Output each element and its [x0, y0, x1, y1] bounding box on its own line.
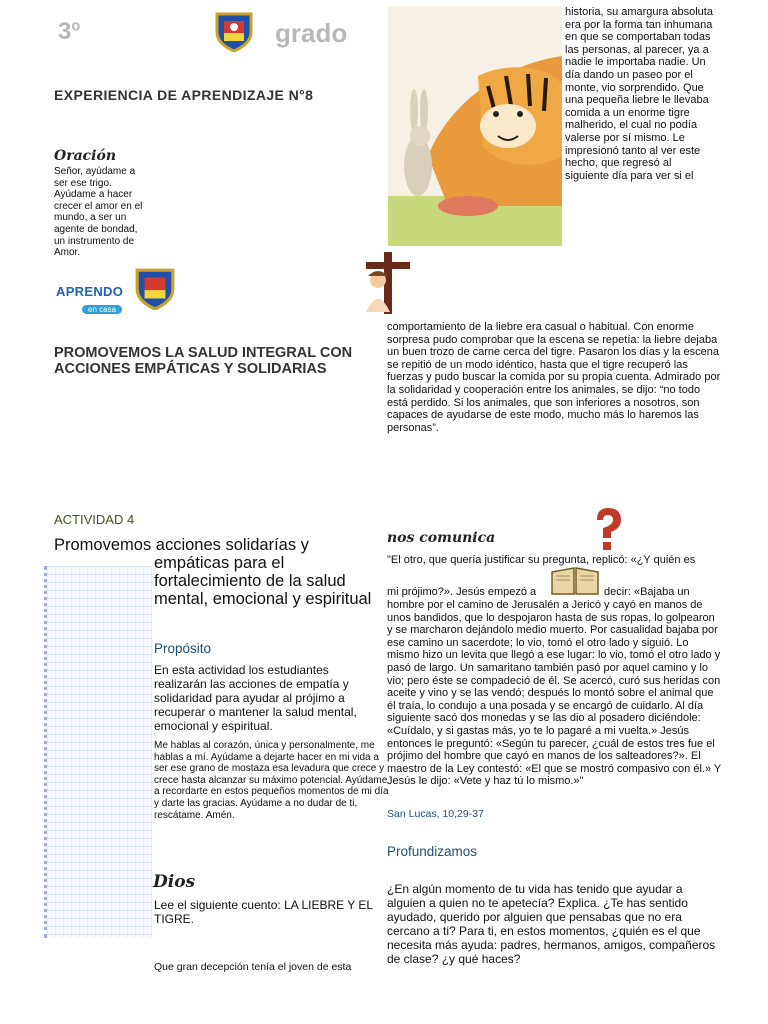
- communicates-heading: nos comunica: [387, 530, 496, 546]
- story-start: Que gran decepción tenía el joven de esta: [154, 961, 352, 973]
- school-crest-small-icon: [133, 266, 177, 310]
- gospel-text-rest: hombre por el camino de Jerusalén a Jericó y cayó en manos de unos bandidos, que lo despojaron hasta de sus ropas, lo golpearon y se marcharon dejándolo medio muerto. Por casualidad bajaba por ese camino un sacerdote; lo vio, tomó el otro lado y siguió. Lo mismo hizo un levita que llegó a ese lugar: lo vio, tomó el otro lado y pasó de largo. Un samaritano también pasó por aquel camino y lo vio; pero éste se compadeció de él. Se acercó, curó sus heridas con aceite y vino y se las vendó; después lo montó sobre el animal que él traía, lo condujo a una posada y se encargó de cuidarlo. Al día siguiente sacó dos monedas y se las dio al posadero diciéndole: «Cuídalo, y si gastas más, yo te lo pagaré a mi vuelta.» Jesús entonces le preguntó: «Según tu parecer, ¿cuál de estos tres fue el prójimo del hombre que cayó en manos de los salteadores?». El maestro de la Ley contestó: «El que se mostró compasivo con él.» Y Jesús le dijo: «Vete y haz tú lo mismo.»": [387, 599, 722, 788]
- bible-book-icon: [550, 566, 600, 596]
- grade-word: grado: [275, 18, 348, 48]
- tiger-hare-illustration: [388, 6, 562, 246]
- question-mark-icon: [591, 506, 625, 552]
- aprendo-en-casa-logo: [56, 284, 132, 312]
- gospel-reference: San Lucas, 10,29-37: [387, 808, 484, 820]
- prayer-text: Señor, ayúdame a ser ese trigo. Ayúdame a hacer crecer el amor en el mundo, a ser un agente de bondad, un instrumento de Amor.: [54, 166, 143, 259]
- deepen-questions: ¿En algún momento de tu vida has tenido que ayudar a alguien a quien no te apetecía? Explica. ¿Te has sentido ayudado, querido por alguien que pensabas que no era cercano a ti? Para ti, en estos momentos, ¿quién es el que necesita más ayuda: padres, hermanos, amigos, compañeros de clase? ¿y qué haces?: [387, 882, 716, 966]
- main-title: PROMOVEMOS LA SALUD INTEGRAL CON ACCIONES EMPÁTICAS Y SOLIDARIAS: [54, 345, 353, 377]
- grade-number: 3º: [58, 18, 81, 45]
- purpose-text: En esta actividad los estudiantes realizarán las acciones de empatía y solidaridad para ayudar al prójimo a recuperar o mantener la salud mental, emocional y espiritual.: [154, 663, 357, 733]
- god-heading: Dios: [153, 872, 196, 892]
- prayer-2-text: Me hablas al corazón, única y personalmente, me hablas a mí. Ayúdame a dejarte hacer en mi vida a ser ese grano de mostaza esa levadura que crece y crece hasta alcanzar su máximo potencial. Ayúdame a recordarte en estos pequeños momentos de mi día y darte las gracias. Ayúdame a no dudar de ti, rescátame. Amén.: [154, 740, 389, 821]
- story-intro: Lee el siguiente cuento: LA LIEBRE Y EL TIGRE.: [154, 898, 373, 926]
- notebook-paper-decoration: [44, 566, 152, 938]
- activity-title-rest: empáticas para el fortalecimiento de la salud mental, emocional y espiritual: [154, 554, 372, 608]
- story-text-top-right: historia, su amargura absoluta era por la forma tan inhumana en que se comportaban todas las personas, al parecer, ya a nadie le importaba nadie. Un día dando un paseo por el monte, vio sorprendido. Que una pequeña liebre le llevaba comida a un enorme tigre malherido, el cual no podía valerse por sí mismo. Le impresionó tanto al ver este hecho, que regresó al siguiente día para ver si el: [565, 6, 713, 182]
- jesus-cross-icon: [360, 252, 410, 314]
- prayer-heading: Oración: [54, 148, 117, 164]
- gospel-text-line1: "El otro, que quería justificar su pregunta, replicó: «¿Y quién es: [387, 554, 696, 566]
- experience-title: EXPERIENCIA DE APRENDIZAJE N°8: [54, 87, 314, 103]
- story-text-continued: comportamiento de la liebre era casual o habitual. Con enorme sorpresa pudo comprobar que la escena se repetía: la liebre dejaba un buen trozo de carne cerca del tigre. Pasaron los días y la escena se repitió de un modo idéntico, hasta que el tigre recuperó las fuerzas y pudo buscar la comida por su propia cuenta. Admirado por la solidaridad y cooperación entre los animales, se dijo: “no todo está perdido. Si los animales, que son inferiores a nosotros, son capaces de ayudarse de este modo, mucho más lo haremos las personas”.: [387, 321, 721, 434]
- gospel-text-line2-right: decir: «Bajaba un: [604, 586, 690, 598]
- logo-main-text: APRENDO: [56, 284, 124, 299]
- school-crest-icon: [213, 10, 255, 52]
- logo-sub-text: en casa: [82, 305, 122, 314]
- purpose-heading: Propósito: [154, 641, 212, 656]
- deepen-heading: Profundizamos: [387, 844, 478, 859]
- gospel-text-line2-left: mi prójimo?». Jesús empezó a: [387, 586, 537, 598]
- activity-label: ACTIVIDAD 4: [54, 512, 135, 527]
- activity-title-line1: Promovemos acciones solidarías y: [54, 536, 309, 554]
